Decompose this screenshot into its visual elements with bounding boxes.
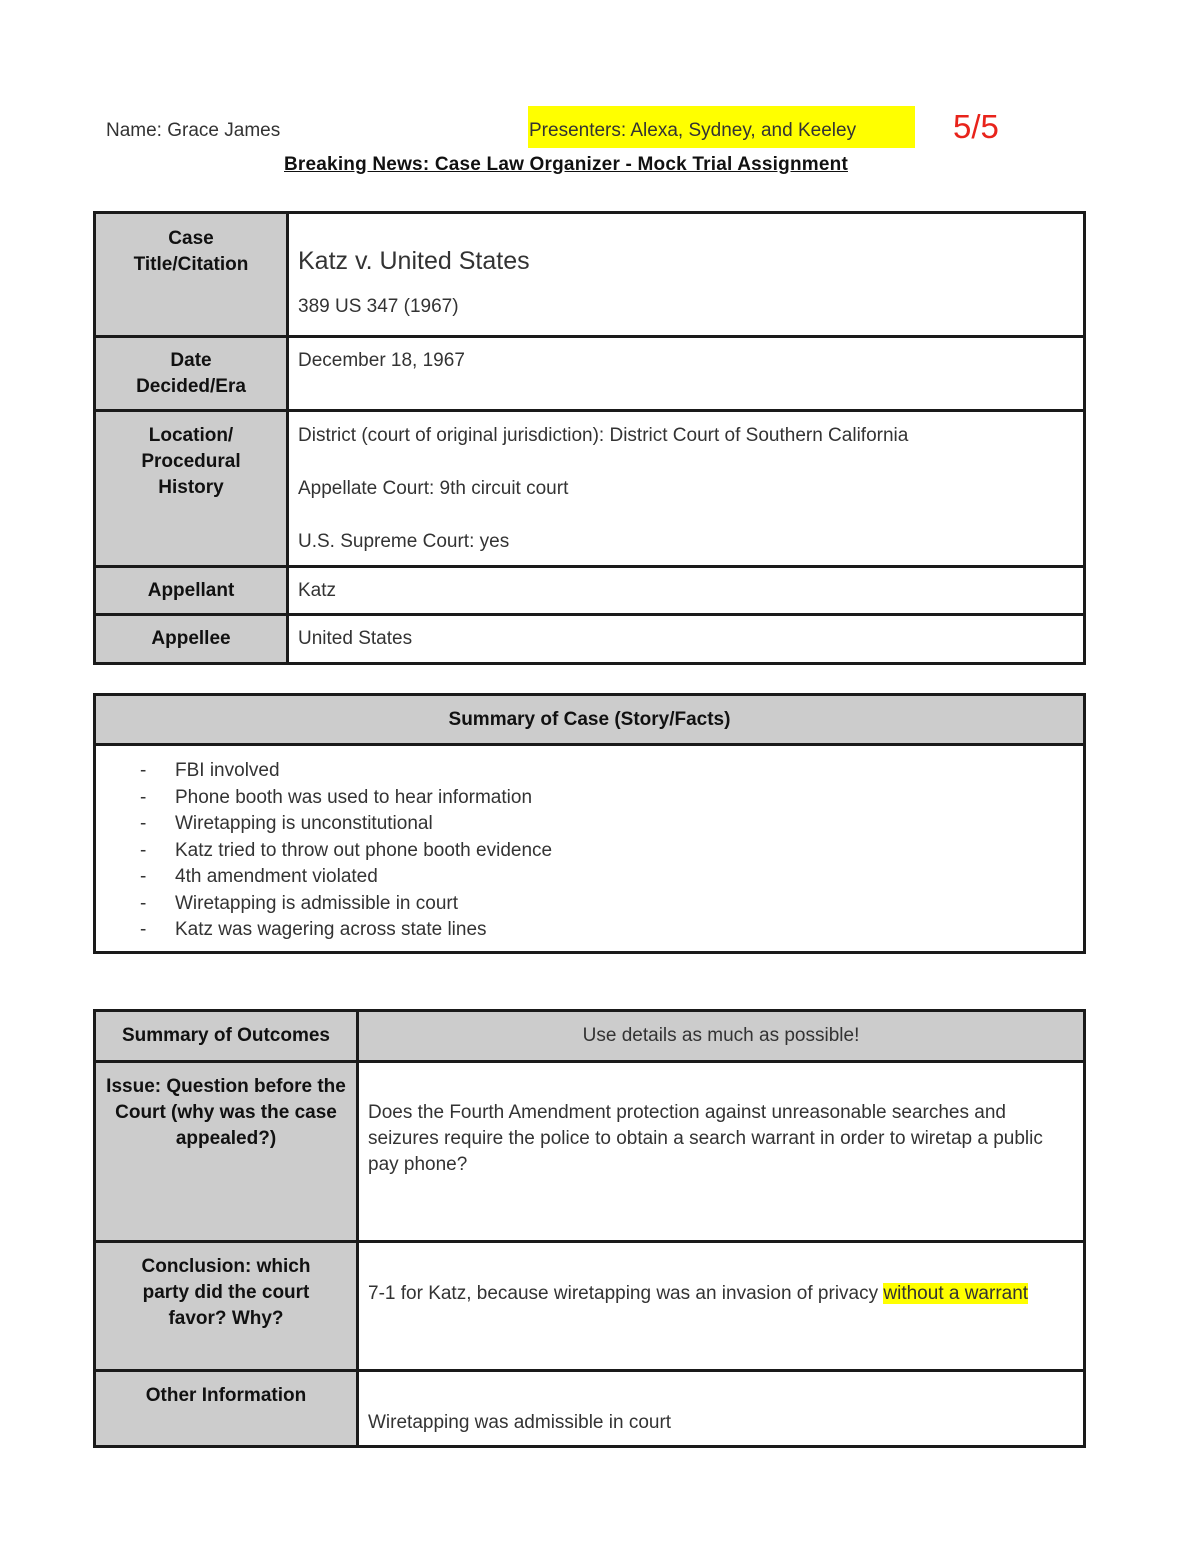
citation: 389 US 347 (1967)	[298, 296, 459, 317]
date-label: Date Decided/Era	[95, 337, 288, 411]
case-info-table	[93, 211, 1086, 665]
district-court: District (court of original jurisdiction): District Court of Southern California	[298, 425, 909, 446]
case-title: Katz v. United States	[298, 247, 530, 275]
list-item: - FBI involved	[140, 760, 280, 781]
date-row	[95, 337, 1085, 411]
conclusion-text	[358, 1242, 1085, 1371]
issue-text: Does the Fourth Amendment protection against unreasonable searches and seizures require the police to obtain a search warrant in order to wiretap a public pay phone?	[358, 1062, 1085, 1242]
outcomes-header-note: Use details as much as possible!	[358, 1011, 1085, 1062]
list-item: - 4th amendment violated	[140, 866, 378, 887]
location-row	[95, 411, 1085, 567]
other-label: Other Information	[95, 1371, 358, 1447]
facts-list	[95, 745, 1085, 953]
conclusion-label: Conclusion: which party did the court favor? Why?	[95, 1242, 358, 1371]
appellee: United States	[288, 615, 1085, 664]
student-name: Name: Grace James	[106, 120, 281, 141]
conclusion-main: 7-1 for Katz, because wiretapping was an invasion of privacy	[368, 1283, 884, 1304]
date-decided: December 18, 1967	[288, 337, 1085, 411]
appellate-court: Appellate Court: 9th circuit court	[298, 478, 569, 499]
appellant-label: Appellant	[95, 567, 288, 615]
issue-row	[95, 1062, 1085, 1242]
list-item: - Katz was wagering across state lines	[140, 919, 487, 940]
case-title-row	[95, 213, 1085, 337]
list-item: - Wiretapping is admissible in court	[140, 892, 459, 914]
list-item: - Katz tried to throw out phone booth evidence	[140, 839, 553, 861]
appellee-label: Appellee	[95, 615, 288, 664]
outcomes-table	[93, 1009, 1086, 1448]
appellee-row	[95, 615, 1085, 664]
location-label: Location/ Procedural History	[95, 411, 288, 567]
appellant-row	[95, 567, 1085, 615]
outcomes-header-row	[95, 1011, 1085, 1062]
score: 5/5	[953, 108, 999, 145]
document-title: Breaking News: Case Law Organizer - Mock Trial Assignment	[284, 154, 848, 175]
appellant: Katz	[288, 567, 1085, 615]
other-info: Wiretapping was admissible in court	[358, 1371, 1085, 1447]
summary-header: Summary of Case (Story/Facts)	[95, 695, 1085, 745]
list-item: - Wiretapping is unconstitutional	[140, 813, 433, 834]
conclusion-highlight: without a warrant	[883, 1283, 1029, 1304]
list-item: - Phone booth was used to hear information	[140, 786, 533, 808]
other-row	[95, 1371, 1085, 1447]
conclusion-row	[95, 1242, 1085, 1371]
presenters-highlight: Presenters: Alexa, Sydney, and Keeley	[528, 106, 915, 148]
outcomes-header-label: Summary of Outcomes	[95, 1011, 358, 1062]
summary-table	[93, 693, 1086, 954]
issue-label: Issue: Question before the Court (why was the case appealed?)	[95, 1062, 358, 1242]
case-title-label: Case Title/Citation	[95, 213, 288, 337]
supreme-court: U.S. Supreme Court: yes	[298, 531, 510, 552]
